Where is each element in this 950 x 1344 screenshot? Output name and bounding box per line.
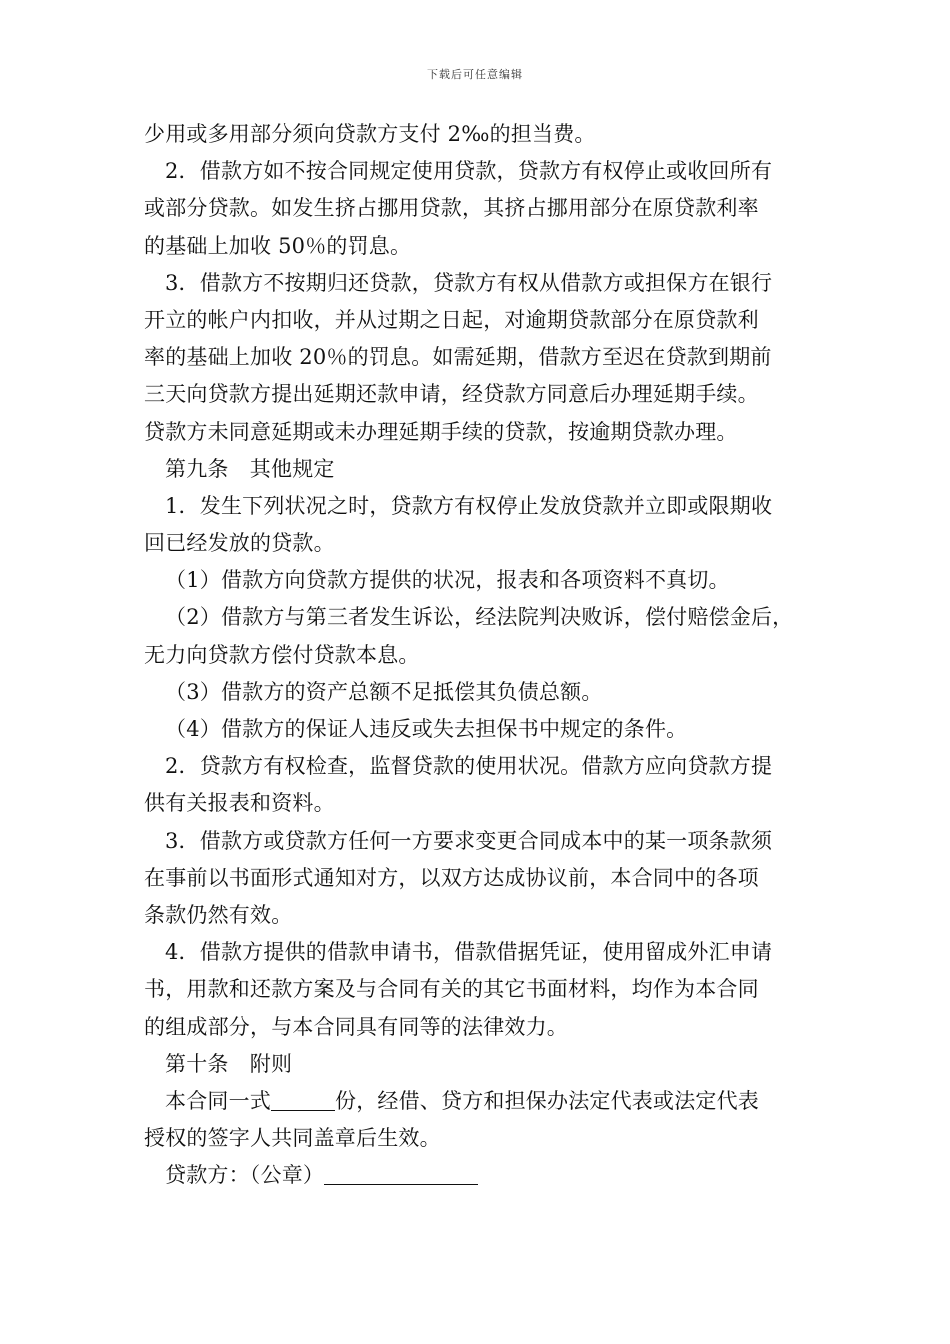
article-9-clause-3: 3．借款方或贷款方任何一方要求变更合同成本中的某一项条款须: [165, 828, 773, 853]
text-line: 率的基础上加收 20％的罚息。如需延期，借款方至迟在贷款到期前: [144, 345, 772, 370]
text-line: 条款仍然有效。: [144, 902, 293, 927]
text-line: 少用或多用部分须向贷款方支付 2‰的担当费。: [144, 122, 596, 146]
document-body: [144, 116, 812, 1194]
sub-item-4: （4）借款方的保证人违反或失去担保书中规定的条件。: [165, 717, 688, 741]
text-line: 书，用款和还款方案及与合同有关的其它书面材料，均作为本合同: [144, 977, 759, 1002]
sub-item-3: （3）借款方的资产总额不足抵偿其负债总额。: [165, 679, 603, 704]
article-9-clause-1: 1．发生下列状况之时，贷款方有权停止发放贷款并立即或限期收: [165, 493, 773, 518]
article-10-heading: 第十条 附则: [165, 1051, 293, 1076]
text-line: 贷款方未同意延期或未办理延期手续的贷款，按逾期贷款办理。: [144, 419, 738, 444]
sub-item-2: （2）借款方与第三者发生诉讼，经法院判决败诉，偿付赔偿金后，: [165, 605, 794, 630]
text-line: 的组成部分，与本合同具有同等的法律效力。: [144, 1014, 568, 1039]
text-line: 或部分贷款。如发生挤占挪用贷款，其挤占挪用部分在原贷款利率: [144, 196, 759, 221]
article-9-clause-2: 2．贷款方有权检查，监督贷款的使用状况。借款方应向贷款方提: [165, 754, 773, 779]
copies-suffix: 份，经借、贷方和担保办法定代表或法定代表: [335, 1088, 759, 1113]
copies-prefix: 本合同一式: [165, 1088, 271, 1113]
text-line: 无力向贷款方偿付贷款本息。: [144, 642, 420, 667]
text-line: 开立的帐户内扣收，并从过期之日起，对逾期贷款部分在原贷款利: [144, 307, 759, 332]
text-line: 的基础上加收 50％的罚息。: [144, 233, 412, 258]
text-line: 在事前以书面形式通知对方，以双方达成协议前，本合同中的各项: [144, 865, 759, 890]
page-header: 下载后可任意编辑: [427, 68, 523, 81]
article-9-clause-4: 4．借款方提供的借款申请书，借款借据凭证，使用留成外汇申请: [165, 940, 773, 965]
clause-3-line-1: 3．借款方不按期归还贷款，贷款方有权从借款方或担保方在银行: [165, 270, 773, 295]
sub-item-1: （1）借款方向贷款方提供的状况，报表和各项资料不真切。: [165, 568, 730, 593]
text-line: 授权的签字人共同盖章后生效。: [144, 1126, 441, 1151]
text-line: 三天向贷款方提出延期还款申请，经贷款方同意后办理延期手续。: [144, 382, 759, 407]
clause-2-line-1: 2．借款方如不按合同规定使用贷款，贷款方有权停止或收回所有: [165, 159, 773, 184]
copies-line: [144, 1083, 812, 1120]
lender-seal-line: [144, 1157, 812, 1194]
lender-label: 贷款方：（公章）: [165, 1163, 325, 1188]
copies-count-blank[interactable]: [271, 1088, 335, 1111]
article-9-heading: 第九条 其他规定: [165, 456, 335, 481]
lender-seal-blank[interactable]: [324, 1162, 478, 1185]
text-line: 供有关报表和资料。: [144, 791, 335, 816]
text-line: 回已经发放的贷款。: [144, 531, 335, 556]
